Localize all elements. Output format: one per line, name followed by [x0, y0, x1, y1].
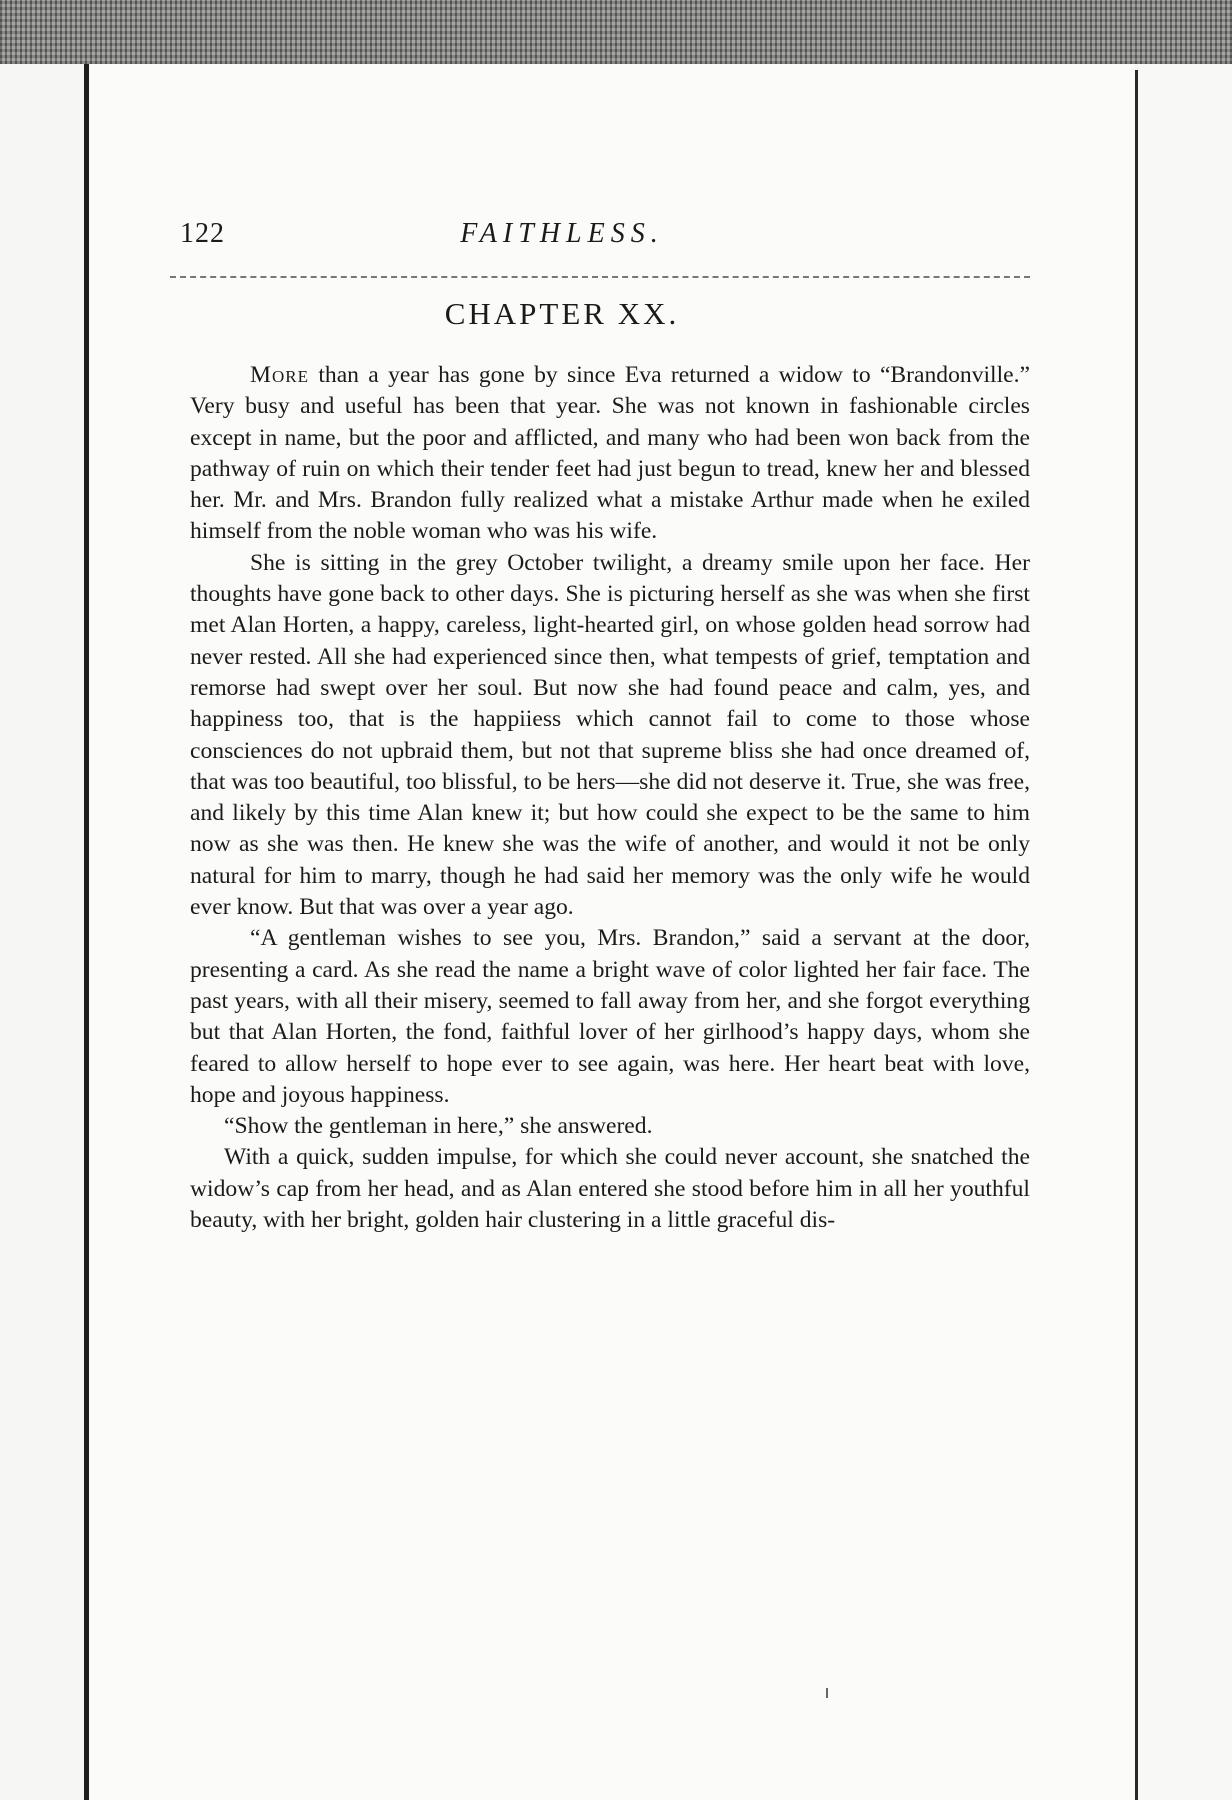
paragraph-lead: More	[250, 362, 309, 388]
chapter-title: CHAPTER XX.	[444, 296, 680, 331]
scan-top-edge	[0, 0, 1232, 64]
page-number: 122	[180, 218, 225, 249]
paragraph-4	[190, 1111, 1030, 1142]
paragraph-text: “A gentleman wishes to see you, Mrs. Brandon,” said a servant at the door, presenting a card. As she read the name a bright wave of color lighted her fair face. The past years, with all their misery, seemed to fall away from her, and she forgot everything but that Alan Horten, the fond, faithful lover of her girlhood’s happy days, whom she feared to allow herself to hope ever to see again, was here. Her heart beat with love, hope and joyous happiness.	[190, 925, 1030, 1108]
paragraph-text: “Show the gentleman in here,” she answered.	[224, 1113, 653, 1140]
scan-right-margin	[1138, 64, 1232, 1800]
scan-artifact-mark	[826, 1688, 828, 1698]
paragraph-3	[190, 923, 1030, 1111]
paragraph-text: With a quick, sudden impulse, for which she could never account, she snatched the widow’s cap from her head, and as Alan entered she stood before him in all her youthful beauty, with her bright, golden hair clustering in a little graceful dis-	[190, 1144, 1030, 1234]
scan-left-margin	[0, 64, 86, 1800]
paragraph-2	[190, 548, 1030, 924]
paragraph-1	[190, 360, 1030, 548]
paragraph-5	[190, 1142, 1030, 1236]
paragraph-text: She is sitting in the grey October twilight, a dreamy smile upon her face. Her thoughts have gone back to other days. She is picturing herself as she was when she first met Alan Horten, a happy, careless, light-hearted girl, on whose golden head sorrow had never rested. All she had experienced since then, what tempests of grief, temptation and remorse had swept over her soul. But now she had found peace and calm, yes, and happiness too, that is the happiiess which cannot fail to come to those whose consciences do not upbraid them, but not that supreme bliss she had once dreamed of, that was too beautiful, too blissful, to be hers—she did not deserve it. True, she was free, and likely by this time Alan knew it; but how could she expect to be the same to him now as she was then. He knew she was the wife of another, and would it not be only natural for him to marry, though he had said her memory was the only wife he would ever know. But that was over a year ago.	[190, 549, 1030, 921]
paragraph-text: than a year has gone by since Eva returned a widow to “Brandonville.” Very busy and useful has been that year. She was not known in fashionable circles except in name, but the poor and afflicted, and many who had been won back from the pathway of ruin on which their tender feet had just begun to tread, knew her and blessed her. Mr. and Mrs. Brandon fully realized what a mistake Arthur made when he exiled himself from the noble woman who was his wife.	[190, 362, 1030, 545]
running-head	[92, 218, 1032, 258]
header-rule	[170, 276, 1030, 278]
running-title: FAITHLESS.	[460, 218, 664, 249]
body-text	[190, 360, 1030, 1236]
